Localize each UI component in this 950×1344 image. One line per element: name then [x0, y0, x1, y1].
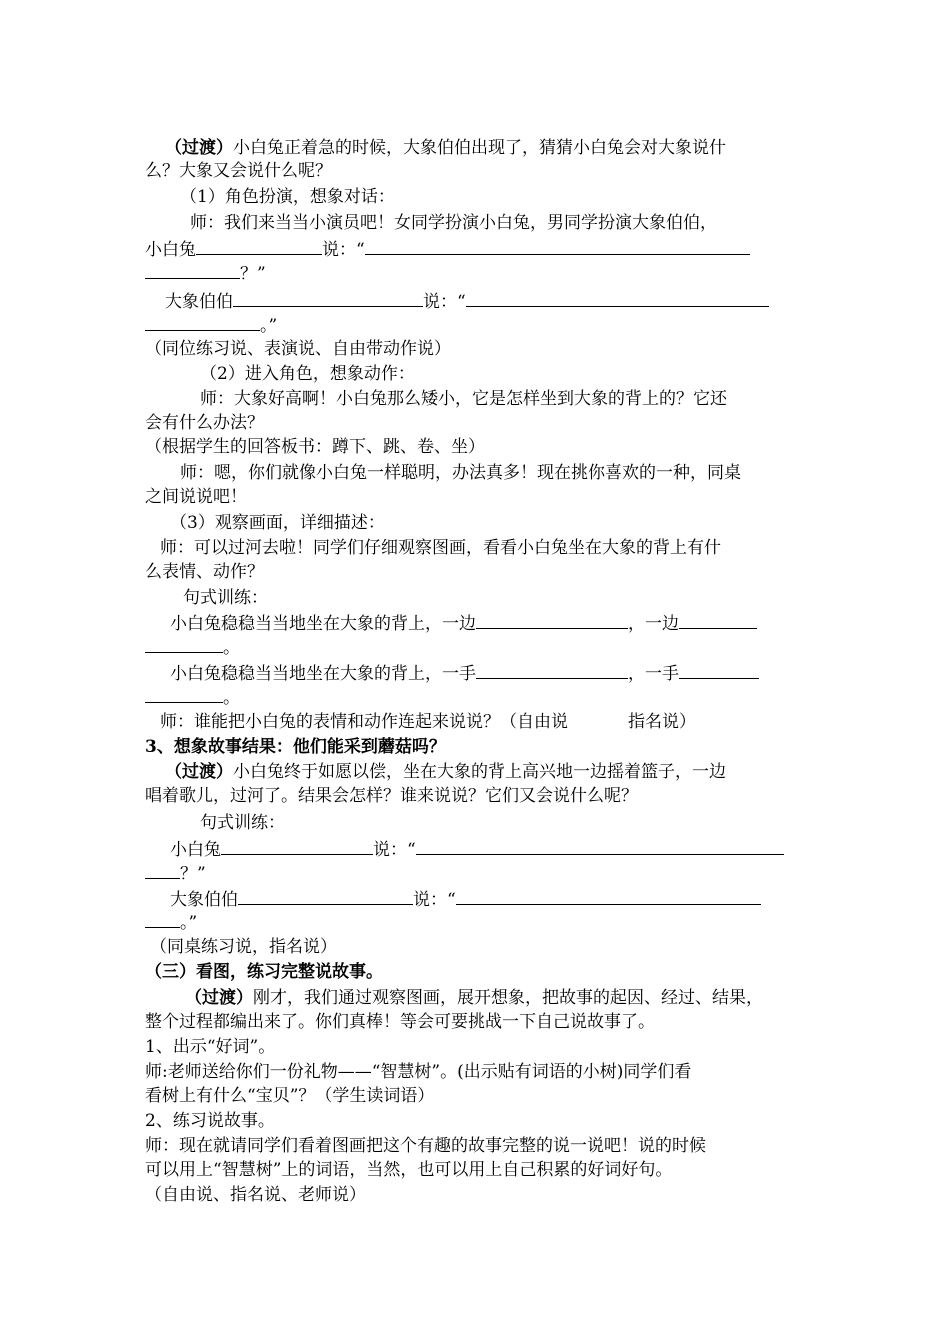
blank	[476, 662, 628, 679]
text: 指名说）	[628, 712, 696, 732]
blank	[466, 290, 769, 307]
drill-sentence-2-cont	[145, 686, 240, 709]
section-2-heading: （2）进入角色，想象动作：	[200, 364, 415, 384]
blank	[416, 838, 784, 855]
question-end: ？”	[180, 864, 206, 884]
teacher-line-7a: 师：现在就请同学们看着图画把这个有趣的故事完整的说一说吧！说的时候	[145, 1136, 706, 1156]
speaker-label: 小白兔	[170, 840, 221, 860]
note-4: （自由说、指名说、老师说）	[145, 1185, 366, 1205]
speaker-label: 大象伯伯	[170, 890, 238, 910]
elephant-dialogue-line2	[145, 314, 277, 337]
item-2: 2、练习说故事。	[145, 1111, 275, 1131]
say-label: 说：“	[423, 292, 466, 312]
text: 师：谁能把小白兔的表情和动作连起来说说？（自由说	[160, 712, 568, 732]
say-label: 说：“	[322, 240, 365, 260]
section-1-heading: （1）角色扮演，想象对话：	[180, 187, 395, 207]
teacher-line-2a: 师：大象好高啊！小白兔那么矮小，它是怎样坐到大象的背上的？它还	[200, 389, 727, 409]
section-3-heading: （3）观察画面，详细描述：	[170, 513, 385, 533]
blank	[456, 888, 761, 905]
drill-sentence-2	[170, 662, 759, 685]
item-1: 1、出示“好词”。	[145, 1037, 276, 1057]
question-end: ？”	[240, 264, 266, 284]
transition-label: （过渡）	[185, 988, 253, 1008]
elephant-dialogue-line1	[165, 290, 769, 313]
blank	[679, 612, 757, 629]
para-transition-1-line2: 么？大象又会说什么呢？	[145, 161, 332, 181]
heading-3: 3、想象故事结果：他们能采到蘑菇吗？	[145, 737, 446, 757]
note-1: （同位练习说、表演说、自由带动作说）	[145, 339, 451, 359]
blank	[145, 262, 240, 279]
teacher-line-1: 师：我们来当当小演员吧！女同学扮演小白兔，男同学扮演大象伯伯，	[190, 213, 717, 233]
blank	[145, 314, 260, 331]
para-transition-1-line1	[165, 137, 726, 159]
blank	[145, 686, 223, 703]
rabbit-dialogue-line2	[145, 262, 266, 285]
note-2: （根据学生的回答板书：蹲下、跳、卷、坐）	[145, 437, 485, 457]
blank	[233, 290, 423, 307]
elephant-result-line1	[170, 888, 761, 911]
drill-label-2: 句式训练：	[200, 813, 285, 833]
drill-sentence-1	[170, 612, 757, 635]
text: 小白兔稳稳当当地坐在大象的背上，一手	[170, 664, 476, 684]
para-transition-3-line2: 整个过程都编出来了。你们真棒！等会可要挑战一下自己说故事了。	[145, 1012, 655, 1032]
blank	[679, 662, 759, 679]
blank	[145, 911, 180, 928]
drill-label-1: 句式训练：	[183, 588, 268, 608]
transition-label: （过渡）	[165, 138, 233, 158]
rabbit-dialogue-line1	[145, 238, 750, 261]
rabbit-result-line1	[170, 838, 784, 861]
text: 小白兔正着急的时候，大象伯伯出现了，猜猜小白兔会对大象说什	[233, 138, 726, 158]
text: 。	[223, 638, 240, 658]
period-end: 。”	[180, 913, 198, 933]
blank	[365, 238, 750, 255]
teacher-line-3b: 之间说说吧！	[145, 487, 247, 507]
text: 小白兔稳稳当当地坐在大象的背上，一边	[170, 614, 476, 634]
text: 小白兔终于如愿以偿，坐在大象的背上高兴地一边摇着篮子，一边	[233, 762, 726, 782]
teacher-line-4a: 师：可以过河去啦！同学们仔细观察图画，看看小白兔坐在大象的背上有什	[160, 538, 721, 558]
drill-sentence-1-cont	[145, 636, 240, 659]
blank	[196, 238, 322, 255]
blank	[238, 888, 413, 905]
say-label: 说：“	[373, 840, 416, 860]
teacher-line-4b: 么表情、动作？	[145, 562, 264, 582]
text: ，一手	[628, 664, 679, 684]
blank	[145, 636, 223, 653]
transition-label: （过渡）	[165, 762, 233, 782]
elephant-result-line2	[145, 911, 197, 934]
period-end: 。”	[260, 316, 278, 336]
blank	[145, 862, 180, 879]
blank	[221, 838, 373, 855]
speaker-label: 大象伯伯	[165, 292, 233, 312]
note-3: （同桌练习说，指名说）	[150, 937, 337, 957]
teacher-line-5	[160, 711, 696, 733]
text: ，一边	[628, 614, 679, 634]
rabbit-result-line2	[145, 862, 206, 885]
text: 刚才，我们通过观察图画，展开想象，把故事的起因、经过、结果，	[253, 988, 763, 1008]
speaker-label: 小白兔	[145, 240, 196, 260]
teacher-line-6a: 师:老师送给你们一份礼物——“智慧树”。(出示贴有词语的小树)同学们看	[145, 1062, 692, 1082]
say-label: 说：“	[413, 890, 456, 910]
blank	[476, 612, 628, 629]
text: 。	[223, 688, 240, 708]
para-transition-2-line2: 唱着歌儿，过河了。结果会怎样？谁来说说？它们又会说什么呢？	[145, 786, 638, 806]
teacher-line-3a: 师：嗯，你们就像小白兔一样聪明，办法真多！现在挑你喜欢的一种，同桌	[180, 463, 741, 483]
teacher-line-6b: 看树上有什么“宝贝”？（学生读词语）	[145, 1086, 435, 1106]
para-transition-2-line1	[165, 761, 726, 783]
teacher-line-2b: 会有什么办法？	[145, 413, 264, 433]
section-three-heading: （三）看图，练习完整说故事。	[145, 962, 383, 982]
teacher-line-7b: 可以用上“智慧树”上的词语，当然，也可以用上自己积累的好词好句。	[145, 1160, 673, 1180]
para-transition-3-line1	[185, 987, 763, 1009]
